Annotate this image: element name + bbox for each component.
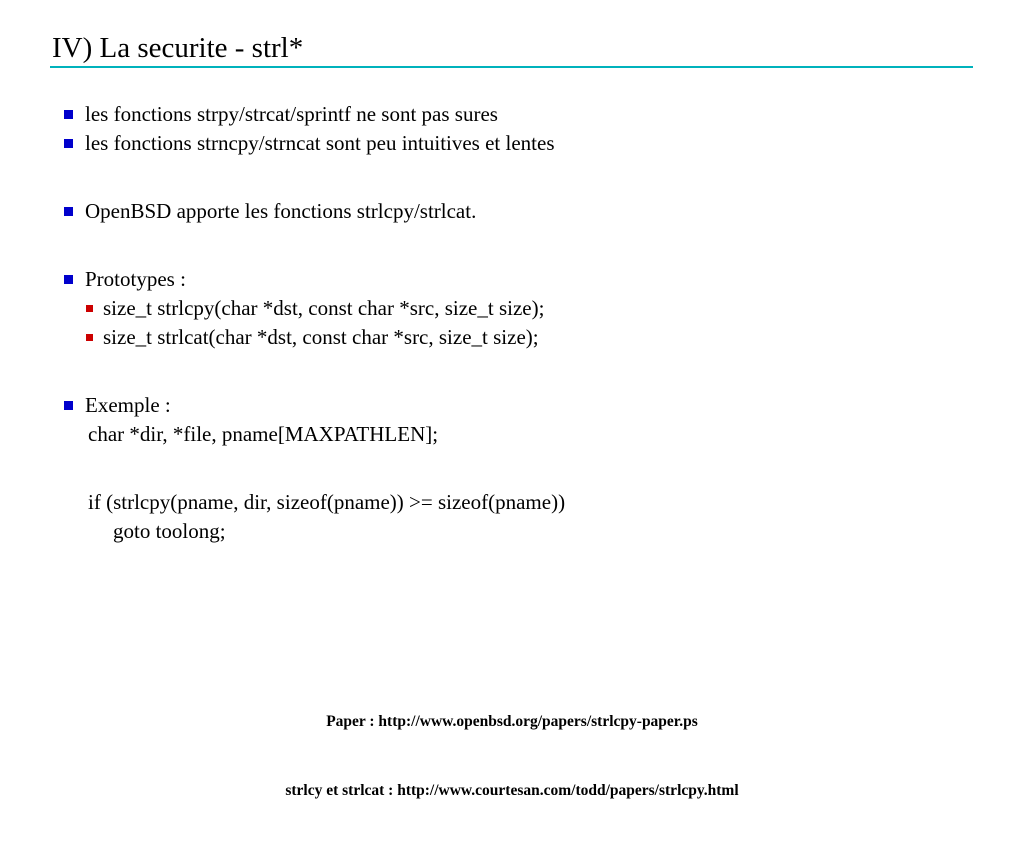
bullet-text: Exemple : (85, 393, 171, 417)
sub-bullet-text: size_t strlcat(char *dst, const char *src, size_t size); (103, 325, 539, 349)
footer-paper-url: Paper : http://www.openbsd.org/papers/strlcpy-paper.ps (326, 713, 698, 730)
code-line (64, 488, 565, 517)
bullet-item (64, 391, 565, 420)
bullet-item (64, 129, 565, 158)
code-text: char *dir, *file, pname[MAXPATHLEN]; (88, 422, 439, 446)
bullet-text: OpenBSD apporte les fonctions strlcpy/strlcat. (85, 199, 477, 223)
sub-bullet-text: size_t strlcpy(char *dst, const char *src, size_t size); (103, 296, 545, 320)
bullet-text: Prototypes : (85, 267, 186, 291)
code-text: if (strlcpy(pname, dir, sizeof(pname)) >= sizeof(pname)) (88, 490, 566, 514)
footer-strlcpy-url: strlcy et strlcat : http://www.courtesan.com/todd/papers/strlcpy.html (285, 782, 739, 799)
sub-bullet-square-icon (86, 334, 93, 341)
slide-footer (0, 664, 1024, 848)
bullet-square-icon (64, 401, 73, 410)
bullet-square-icon (64, 207, 73, 216)
sub-bullet-item (64, 294, 565, 323)
slide-title: IV) La securite - strl* (52, 32, 304, 64)
bullet-item (64, 265, 565, 294)
code-line (64, 517, 565, 546)
code-line (64, 420, 565, 449)
bullet-item (64, 197, 565, 226)
sub-bullet-item (64, 323, 565, 352)
bullet-square-icon (64, 110, 73, 119)
bullet-text: les fonctions strpy/strcat/sprintf ne sont pas sures (85, 102, 498, 126)
bullet-text: les fonctions strncpy/strncat sont peu intuitives et lentes (85, 131, 555, 155)
bullet-item (64, 100, 565, 129)
bullet-square-icon (64, 139, 73, 148)
title-underline-rule (50, 66, 973, 68)
bullet-square-icon (64, 275, 73, 284)
slide-body (64, 100, 565, 546)
sub-bullet-square-icon (86, 305, 93, 312)
code-text: goto toolong; (113, 519, 226, 543)
